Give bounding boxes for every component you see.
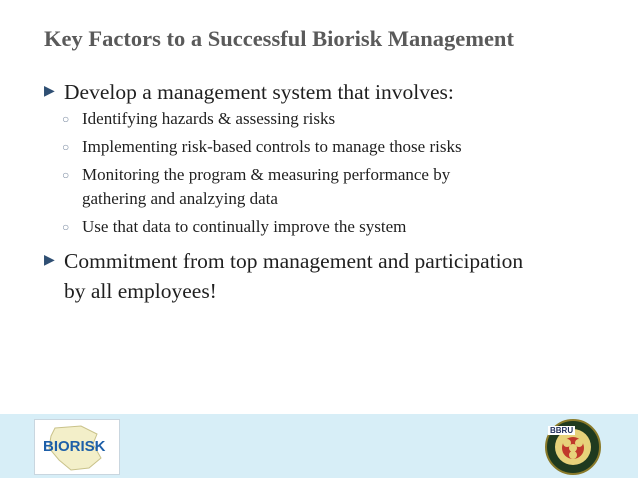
circle-bullet-icon: ○ [62, 168, 70, 182]
bbru-seal-logo [542, 418, 604, 476]
circle-bullet-icon: ○ [62, 220, 70, 234]
bullet-item [44, 246, 614, 306]
biorisk-logo [34, 419, 120, 475]
sub-bullet-text: gathering and analzying data [82, 189, 278, 208]
triangle-bullet-icon: ▶ [44, 253, 55, 268]
circle-bullet-icon: ○ [62, 112, 70, 126]
slide-title: Key Factors to a Successful Biorisk Management [44, 26, 514, 51]
sub-bullet-text: Monitoring the program & measuring performance by [82, 165, 451, 184]
bullet-text: Commitment from top management and participation [64, 249, 524, 273]
sub-bullet-text: Use that data to continually improve the system [82, 217, 407, 236]
circle-bullet-icon: ○ [62, 140, 70, 154]
biorisk-logo-text: BIORISK [43, 438, 106, 455]
bullet-text: Develop a management system that involves: [64, 80, 454, 104]
sub-bullet-text: Identifying hazards & assessing risks [82, 109, 336, 128]
bullet-text: by all employees! [64, 279, 217, 303]
sub-bullet-text: Implementing risk-based controls to manage those risks [82, 137, 462, 156]
bbru-logo-text: BBRU [550, 426, 574, 435]
bullet-item [44, 77, 604, 107]
triangle-bullet-icon: ▶ [44, 84, 55, 99]
